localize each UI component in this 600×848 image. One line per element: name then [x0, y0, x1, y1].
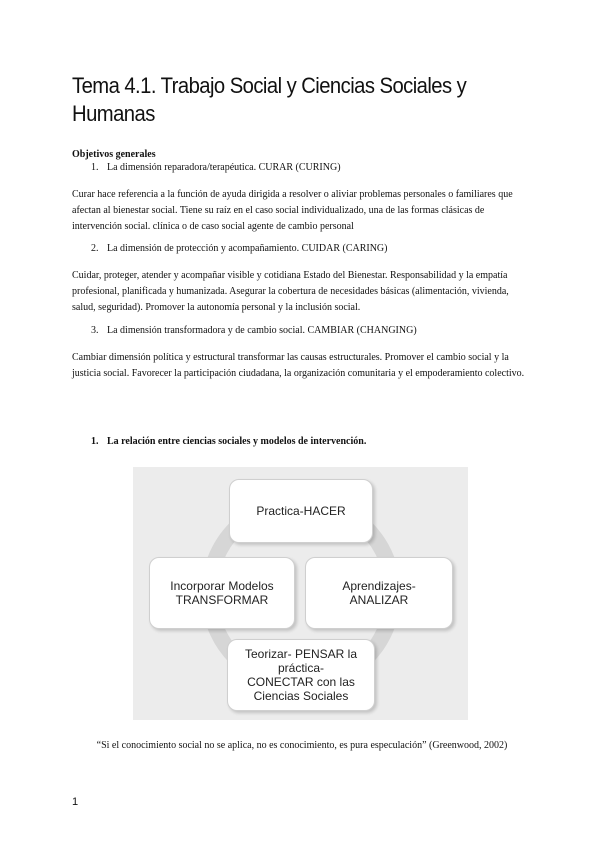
- page-title: Tema 4.1. Trabajo Social y Ciencias Sociales y Humanas: [72, 73, 467, 126]
- paragraph-cambiar: Cambiar dimensión política y estructural transformar las causas estructurales. Promover el cambio social y la justicia social. Favorecer la participación ciudadana, la organización comunitaria y el empoderamiento colectivo.: [72, 352, 525, 379]
- list-item: [91, 241, 388, 257]
- box-teorizar: [227, 639, 375, 711]
- paragraph-curar: Curar hace referencia a la función de ayuda dirigida a resolver o aliviar problemas personales o familiares que afectan al bienestar social. Tiene su raíz en el caso social individualizado, una de las formas clásicas de intervención social. clínica o de caso social agente de cambio personal: [72, 189, 513, 232]
- list-item: [91, 160, 341, 176]
- box-teorizar-line2: práctica-: [277, 661, 324, 675]
- box-practica: [229, 479, 373, 543]
- section-text: La relación entre ciencias sociales y modelos de intervención.: [107, 436, 367, 447]
- section-heading: [91, 434, 366, 450]
- list-item-text: La dimensión reparadora/terapéutica. CURAR (CURING): [107, 162, 341, 173]
- box-aprendizajes: [305, 557, 453, 629]
- box-practica-label: Practica-HACER: [256, 504, 346, 518]
- cycle-diagram: [133, 467, 468, 720]
- list-item-number: 3.: [91, 325, 99, 336]
- quote: “Si el conocimiento social no se aplica, no es conocimiento, es pura especulación” (Greenwood, 2002): [96, 740, 508, 751]
- list-item-number: 2.: [91, 243, 99, 254]
- section-number: 1.: [91, 436, 99, 447]
- list-item-text: La dimensión transformadora y de cambio social. CAMBIAR (CHANGING): [107, 325, 417, 336]
- box-aprendizajes-line2: ANALIZAR: [349, 593, 409, 607]
- box-teorizar-line3: CONECTAR con las: [247, 675, 355, 689]
- list-item-text: La dimensión de protección y acompañamiento. CUIDAR (CARING): [107, 243, 388, 254]
- list-item: [91, 323, 417, 339]
- box-incorporar-line2: TRANSFORMAR: [175, 593, 269, 607]
- box-incorporar-line1: Incorporar Modelos: [170, 579, 274, 593]
- box-teorizar-line1: Teorizar- PENSAR la: [244, 647, 358, 661]
- box-incorporar: [149, 557, 295, 629]
- box-teorizar-line4: Ciencias Sociales: [253, 689, 349, 703]
- list-item-number: 1.: [91, 162, 99, 173]
- box-aprendizajes-line1: Aprendizajes-: [342, 579, 416, 593]
- paragraph-cuidar: Cuidar, proteger, atender y acompañar visible y cotidiana Estado del Bienestar. Responsabilidad y la empatía profesional, planificada y humanizada. Asegurar la cobertura de necesidades básicas (alimentación, vivienda, salud, seguridad). Promover la autonomía personal y la inclusión social.: [72, 270, 509, 313]
- page-number: 1: [72, 796, 79, 808]
- objectives-heading: Objetivos generales: [72, 149, 156, 160]
